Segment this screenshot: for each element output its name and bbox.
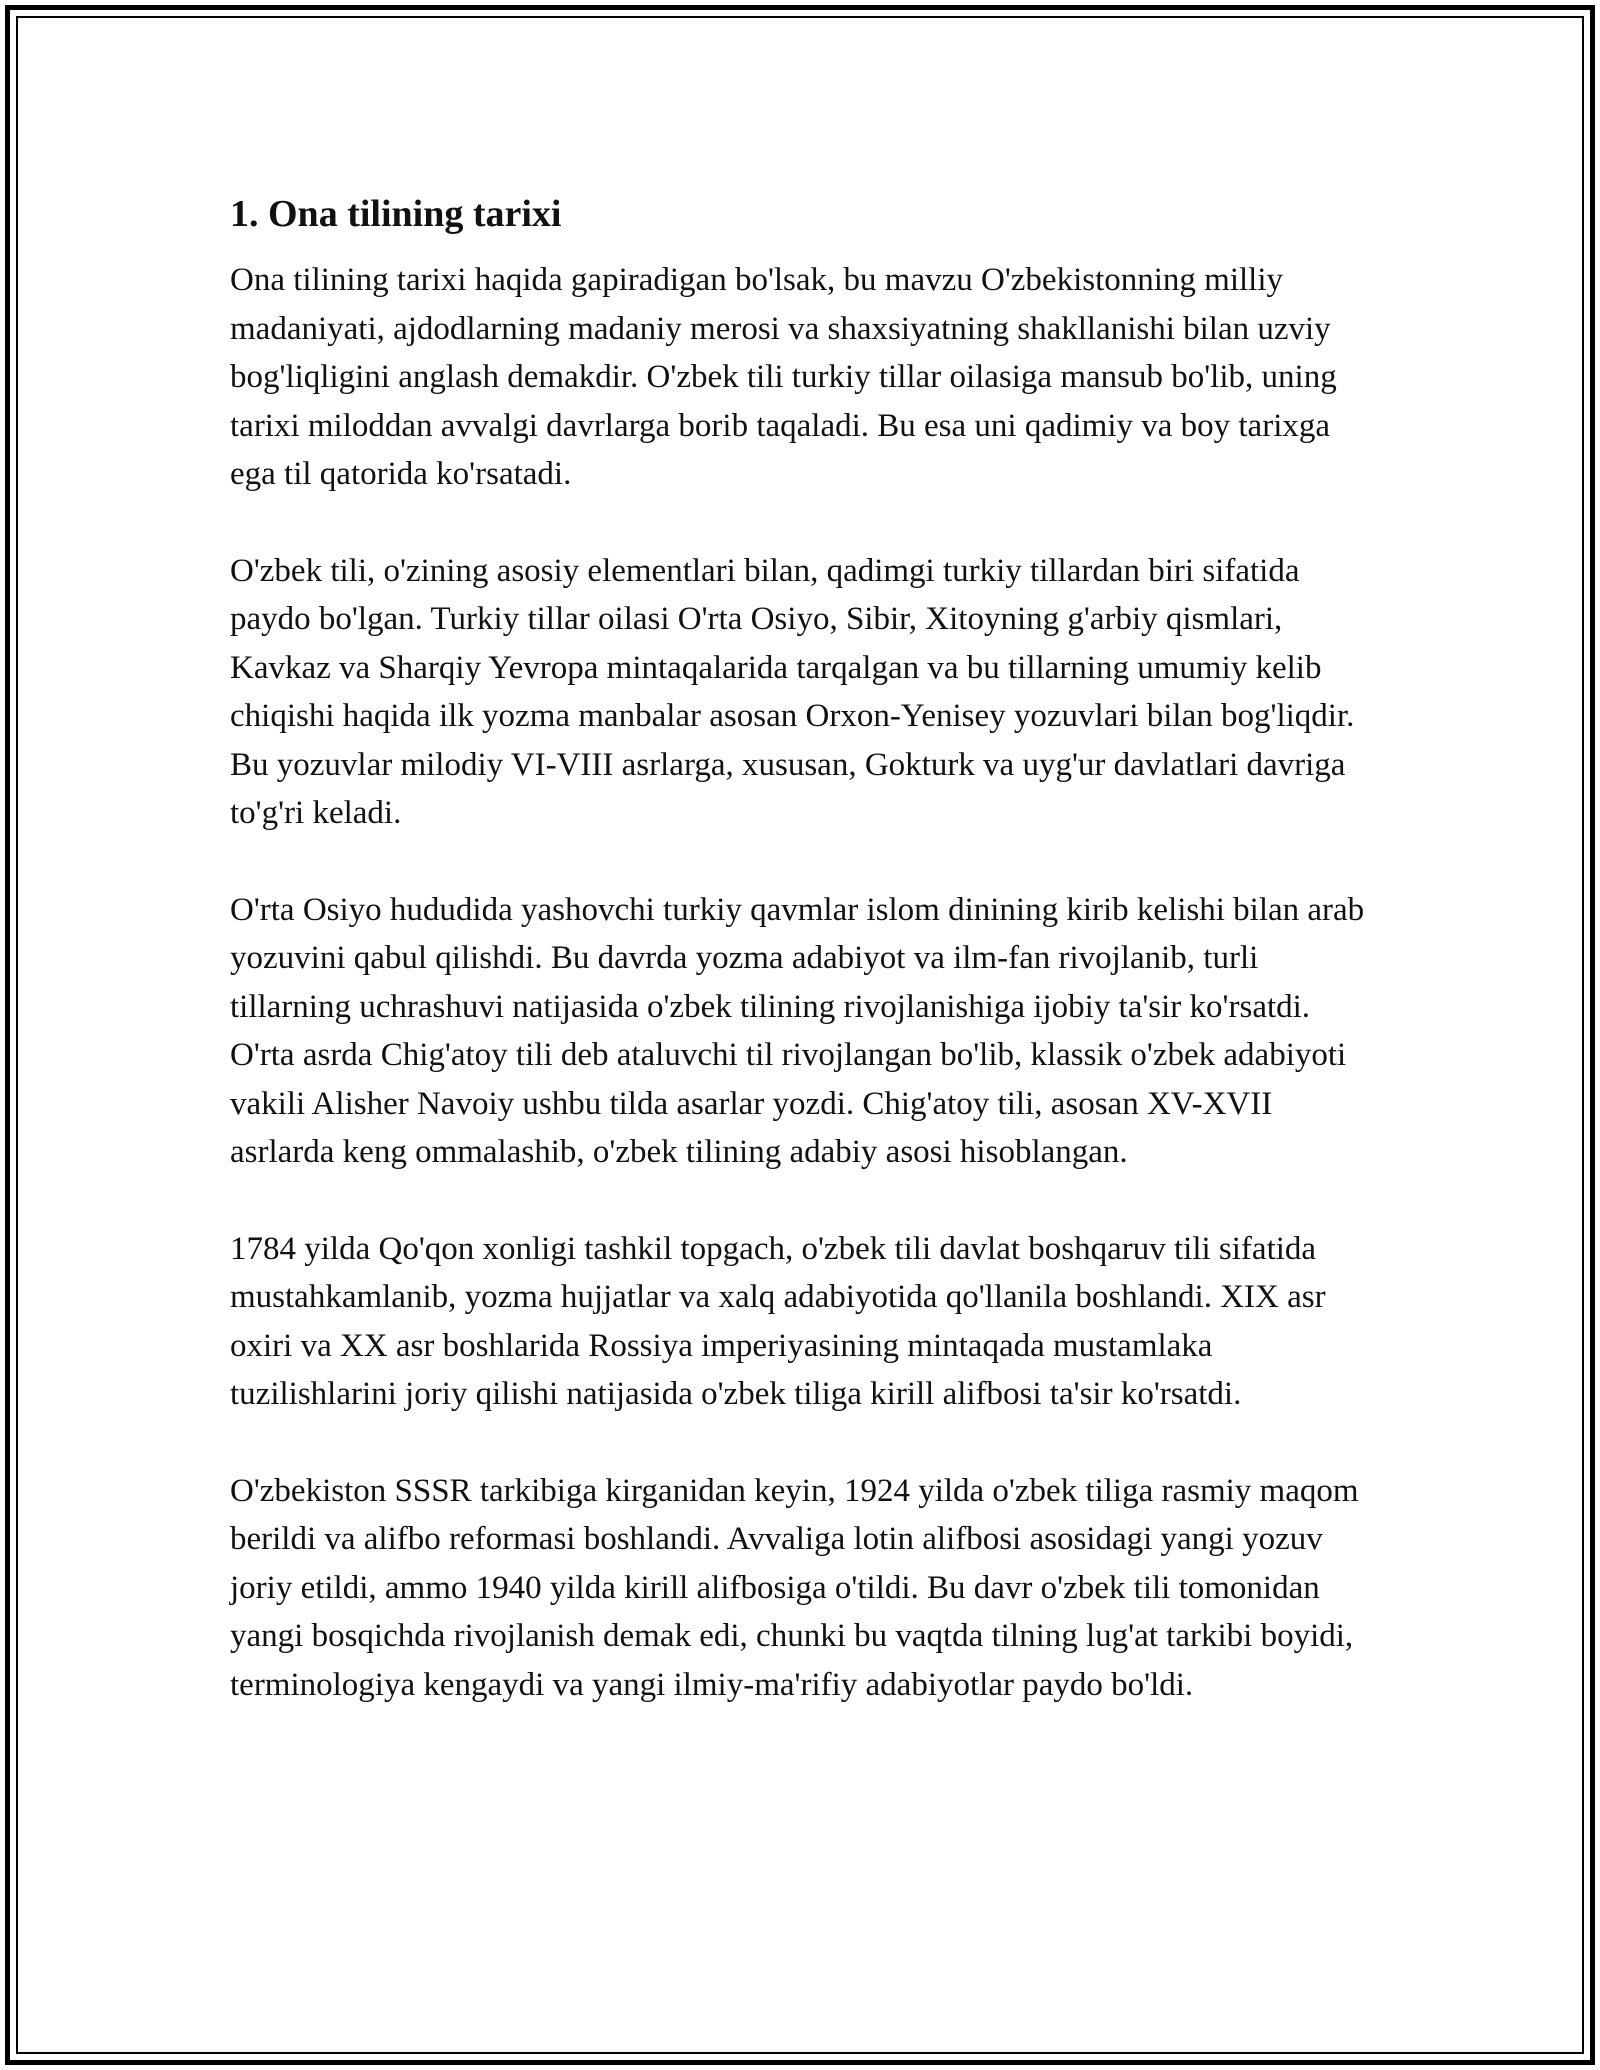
paragraph-3: O'rta Osiyo hududida yashovchi turkiy qavmlar islom dinining kirib kelishi bilan arab yozuvini qabul qilishdi. Bu davrda yozma adabiyot va ilm-fan rivojlanib, turli tillarning uchrashuvi natijasida o'zbek tilining rivojlanishiga ijobiy ta'sir ko'rsatdi. O'rta asrda Chig'atoy tili deb ataluvchi til rivojlangan bo'lib, klassik o'zbek adabiyoti vakili Alisher Navoiy ushbu tilda asarlar yozdi. Chig'atoy tili, asosan XV-XVII asrlarda keng ommalashib, o'zbek tilining adabiy asosi hisoblangan. bbox=[230, 891, 1365, 1170]
section-title: 1. Ona tilining tarixi bbox=[230, 193, 562, 235]
document-body bbox=[230, 186, 1380, 1757]
paragraph-5: O'zbekiston SSSR tarkibiga kirganidan keyin, 1924 yilda o'zbek tiliga rasmiy maqom berildi va alifbo reformasi boshlandi. Avvaliga lotin alifbosi asosidagi yangi yozuv joriy etildi, ammo 1940 yilda kirill alifbosiga o'tildi. Bu davr o'zbek tili tomonidan yangi bosqichda rivojlanish demak edi, chunki bu vaqtda tilning lug'at tarkibi boyidi, terminologiya kengaydi va yangi ilmiy-ma'rifiy adabiyotlar paydo bo'ldi. bbox=[230, 1472, 1359, 1703]
paragraph-4: 1784 yilda Qo'qon xonligi tashkil topgach, o'zbek tili davlat boshqaruv tili sifatida mustahkamlanib, yozma hujjatlar va xalq adabiyotida qo'llanila boshlandi. XIX asr oxiri va XX asr boshlarida Rossiya imperiyasining mintaqada mustamlaka tuzilishlarini joriy qilishi natijasida o'zbek tiliga kirill alifbosi ta'sir ko'rsatdi. bbox=[230, 1230, 1326, 1412]
paragraph-2: O'zbek tili, o'zining asosiy elementlari bilan, qadimgi turkiy tillardan biri sifatida paydo bo'lgan. Turkiy tillar oilasi O'rta Osiyo, Sibir, Xitoyning g'arbiy qismlari, Kavkaz va Sharqiy Yevropa mintaqalarida tarqalgan va bu tillarning umumiy kelib chiqishi haqida ilk yozma manbalar asosan Orxon-Yenisey yozuvlari bilan bog'liqdir. Bu yozuvlar milodiy VI-VIII asrlarga, xususan, Gokturk va uyg'ur davlatlari davriga to'g'ri keladi. bbox=[230, 552, 1355, 831]
paragraph-1: Ona tilining tarixi haqida gapiradigan bo'lsak, bu mavzu O'zbekistonning milliy madaniyati, ajdodlarning madaniy merosi va shaxsiyatning shakllanishi bilan uzviy bog'liqligini anglash demakdir. O'zbek tili turkiy tillar oilasiga mansub bo'lib, uning tarixi miloddan avvalgi davrlarga borib taqaladi. Bu esa uni qadimiy va boy tarixga ega til qatorida ko'rsatadi. bbox=[230, 262, 1337, 492]
